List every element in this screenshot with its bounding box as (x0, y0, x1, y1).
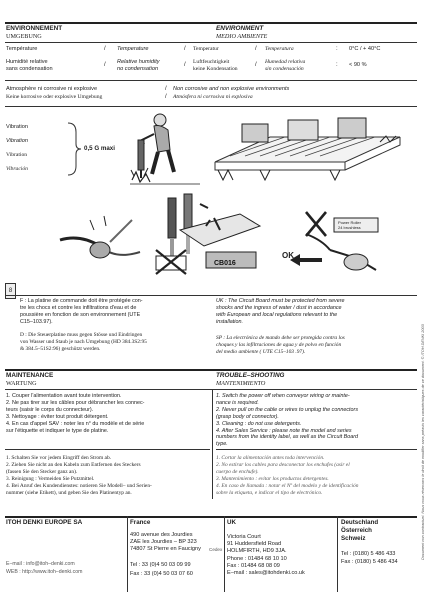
ok-label: OK (282, 251, 294, 260)
maint-heading-en: TROUBLE–SHOOTING (216, 372, 285, 379)
hum-fr-1: Humidité relative (6, 59, 48, 65)
hum-es-2: sin condensación (265, 66, 304, 72)
screwdriver-board-illustration (150, 190, 270, 280)
vibration-value: 0,5 G maxi (84, 145, 115, 152)
separator: : (336, 62, 338, 68)
env-rule (5, 42, 417, 43)
env-heading-fr: ENVIRONNEMENT (6, 25, 63, 32)
hum-de-1: Luftfeuchtigkeit (193, 59, 230, 65)
maint-mid-rule-right (216, 449, 417, 450)
maint-en-line: type. (216, 441, 228, 448)
maint-fr-line: 1. Couper l'alimentation avant toute intervention. (6, 393, 122, 399)
uk-phone: Phone : 01484 68 10 10 (227, 556, 287, 562)
maint-es-line: 1. Cortar la alimentación antes toda intervención. (216, 455, 325, 461)
maint-fr-line: 4. En cas d'appel SAV : noter les n° du modèle et de série (6, 420, 145, 427)
protection-de-line: von Wasser und Staub je nach Umgebung (HD 384.3S2:95 (20, 338, 147, 345)
uk-addr-2: 91 Huddersfield Road (227, 541, 282, 547)
maint-es-line: 2. No estirar los cables para desconectar los enchufes (asir el (216, 461, 350, 468)
env-heading-de: UMGEBUNG (6, 33, 42, 40)
maint-mid-rule (5, 449, 210, 450)
fr-addr-2: ZAE les Jourdies – BP 323 (130, 539, 197, 545)
separator: / (165, 86, 167, 92)
footer-divider (224, 516, 225, 592)
jackhammer-worker-illustration (130, 110, 200, 185)
maint-es (216, 455, 358, 496)
maint-es-line: 4. En caso de llamada : notar el Nº del modelo y de identificación (216, 482, 359, 489)
footer-divider (127, 516, 128, 592)
protection-sp (216, 335, 345, 356)
de-country-2: Österreich (341, 527, 372, 534)
connector-unplug-illustration (286, 200, 396, 280)
power-label-2: 24 brushless (338, 225, 361, 230)
uk-addr-1: Victoria Court (227, 534, 261, 540)
de-country-1: Deutschland (341, 519, 379, 526)
fr-fax: Fax : 33 (0)4 50 03 07 60 (130, 571, 193, 577)
maint-top-rule (5, 369, 417, 371)
company-web: WEB : http://www.itoh–denki.com (6, 569, 83, 575)
separator: / (184, 46, 186, 52)
maint-en-line: numbers from the identity label, as well as the Circuit Board (216, 434, 359, 441)
chip-code: CB016 (214, 260, 236, 267)
uk-addr-3: HOLMFIRTH, HD9 3JA. (227, 548, 287, 554)
maint-en-line: 3. Cleaning : do not use detergents. (216, 420, 302, 427)
maint-de-line: 4. Bei Anruf des Kundendienstes: notieren Sie Modell– und Serien- (6, 482, 152, 489)
protection-fr-line: tre les chocs et contre les infiltrations d'eau et de (20, 304, 137, 311)
maint-en-line: 4. After Sales Service : please note the model and series (216, 427, 352, 434)
de-country-3: Schweiz (341, 535, 366, 542)
maint-de-line: nummer (siehe Etikett), und geben Sie den Platinentyp an. (6, 489, 132, 496)
temp-es: Temperatura (265, 46, 294, 52)
protection-sp-line: SP : La electrónica de mando debe ser protegida contra los (216, 335, 345, 341)
fr-cedex: Cedex (209, 547, 223, 552)
env-heading-es: MEDIO AMBIENTE (216, 33, 268, 40)
cable-hand-illustration (60, 200, 150, 275)
protection-sp-line: choques y las infiltraciones de agua y de polvo en función (216, 341, 342, 348)
maint-es-line: 3. Mantenimiento : evitar los productos detergentes. (216, 475, 329, 482)
maint-de-line: 3. Reinigung : Vermeiden Sie Putzmittel. (6, 475, 95, 482)
vibration-brace (66, 122, 82, 176)
side-disclaimer (414, 40, 425, 600)
maint-de (6, 455, 152, 496)
maint-en-line: 2. Never pull on the cable or wires to unplug the connectors (216, 406, 359, 413)
vib-label-fr: Vibration (6, 124, 28, 130)
fr-addr-1: 490 avenue des Jourdies (130, 532, 193, 538)
fr-addr-3: 74807 St Pierre en Faucigny (130, 546, 201, 552)
protection-fr-line: C15–103.97). (20, 318, 53, 325)
maint-fr-line: 3. Nettoyage : éviter tout produit détergent. (6, 413, 109, 420)
protection-rule (5, 295, 417, 296)
protection-fr (20, 298, 143, 326)
hum-value: < 90 % (349, 62, 367, 68)
atm-en: Non corrosive and non explosive environments (173, 86, 290, 92)
fr-tel: Tel : 33 (0)4 50 03 09 99 (130, 562, 191, 568)
atm-fr: Atmosphère ni corrosive ni explosive (6, 86, 98, 92)
top-rule (5, 22, 417, 24)
maint-de-line: (fassen Sie den Stecker ganz an). (6, 468, 78, 475)
maint-heading-es: MANTENIMIENTO (216, 380, 266, 387)
footer-divider (337, 516, 338, 592)
atm-rule (5, 106, 417, 107)
protection-sp-line: del medio ambiente ( UTE C15–103 .97). (216, 348, 306, 355)
protection-uk (216, 298, 345, 326)
hum-en-2: no condensation (117, 66, 159, 72)
vib-label-en: Vibration (6, 138, 28, 144)
uk-email: E–mail : sales@itohdenki.co.uk (227, 570, 305, 576)
maint-heading-de: WARTUNG (6, 380, 37, 387)
maint-rule (5, 389, 417, 390)
temp-de: Temperatur (193, 46, 219, 52)
separator: / (255, 46, 257, 52)
separator: / (165, 94, 167, 100)
maint-es-line: cuerpo de enchufe). (216, 468, 259, 475)
protection-uk-line: UK : The Circuit Board must be protected from severe (216, 298, 345, 304)
vib-label-de: Vibration (6, 152, 28, 158)
atm-de: Keine korrosive oder explosive Umgebung (6, 94, 103, 100)
maint-fr (6, 393, 144, 434)
maint-divider (212, 389, 213, 499)
maint-en (216, 393, 358, 448)
protection-de-line: & 384.5–51S2:96) geschützt werden. (20, 345, 101, 352)
maint-en-line: nance is required. (216, 399, 259, 406)
hum-fr-2: sans condensation (6, 66, 53, 72)
hum-rule (5, 80, 417, 81)
maint-fr-line: 2. Ne pas tirer sur les câbles pour débrancher les connec- (6, 399, 145, 406)
company-email: E–mail : info@itoh–denki.com (6, 561, 75, 567)
env-heading-en: ENVIRONMENT (216, 25, 264, 32)
de-fax: Fax : (0180) 5 486 434 (341, 559, 398, 565)
maint-fr-line: teurs (saisir le corps du connecteur). (6, 406, 94, 413)
maint-en-line: (grasp body of connector). (216, 413, 279, 420)
separator: / (104, 62, 106, 68)
conveyor-illustration (210, 112, 405, 182)
hum-en-1: Relative humidity (117, 59, 160, 65)
protection-de (20, 332, 147, 353)
temp-en: Temperature (117, 46, 149, 52)
maint-fr-line: sur l'étiquette et indiquer le type de platine. (6, 427, 109, 434)
footer-rule (5, 516, 417, 518)
vib-label-es: Vibración (6, 166, 28, 172)
maint-en-line: 1. Switch the power off when conveyor wiring or mainte- (216, 393, 350, 399)
atm-es: Atmósfera ni corrosiva ni explosiva (173, 94, 253, 100)
fr-country: France (130, 519, 151, 526)
separator: : (336, 46, 338, 52)
protection-fr-line: poussière en fonction de son environnement (UTE (20, 311, 141, 318)
maint-de-line: 1. Schalten Sie vor jedem Eingriff den Strom ab. (6, 455, 111, 461)
de-tel: Tel : (0180) 5 486 433 (341, 551, 396, 557)
maint-es-line: sobre la etiqueta, e indicar el tipo de electrónico. (216, 489, 323, 496)
maint-heading-fr: MAINTENANCE (6, 372, 54, 379)
page-number: 8 (5, 283, 16, 299)
separator: / (255, 62, 257, 68)
protection-uk-line: installation. (216, 318, 243, 325)
separator: / (104, 46, 106, 52)
temp-value: 0°C / + 40°C (349, 46, 381, 52)
hum-de-2: keine Kondensation (193, 66, 238, 72)
uk-country: UK (227, 519, 236, 526)
side-disclaimer-text: Document non contractuel. Nous nous réservons le droit de modifier sans préavis les caractéristiques de ce document. © ITOH DENKI 2003 (421, 324, 425, 560)
protection-uk-line: shocks and the ingress of water / dust in accordance (216, 304, 342, 311)
maint-de-line: 2. Ziehen Sie nicht an den Kabeln zum Entfernen des Steckers (6, 461, 141, 468)
protection-fr-line: F : La platine de commande doit être protégée con- (20, 298, 143, 304)
protection-uk-line: with European and local regulations relevant to the (216, 311, 338, 318)
protection-de-line: D : Die Steuerplatine muss gegen Stösse und Eindringen (20, 332, 143, 338)
company-name: ITOH DENKI EUROPE SA (6, 519, 83, 526)
uk-fax: Fax : 01484 68 08 09 (227, 563, 280, 569)
hum-es-1: Humedad relativa (265, 59, 306, 65)
separator: / (184, 62, 186, 68)
power-label-1: Power Roller (338, 220, 361, 225)
temp-fr: Température (6, 46, 38, 52)
